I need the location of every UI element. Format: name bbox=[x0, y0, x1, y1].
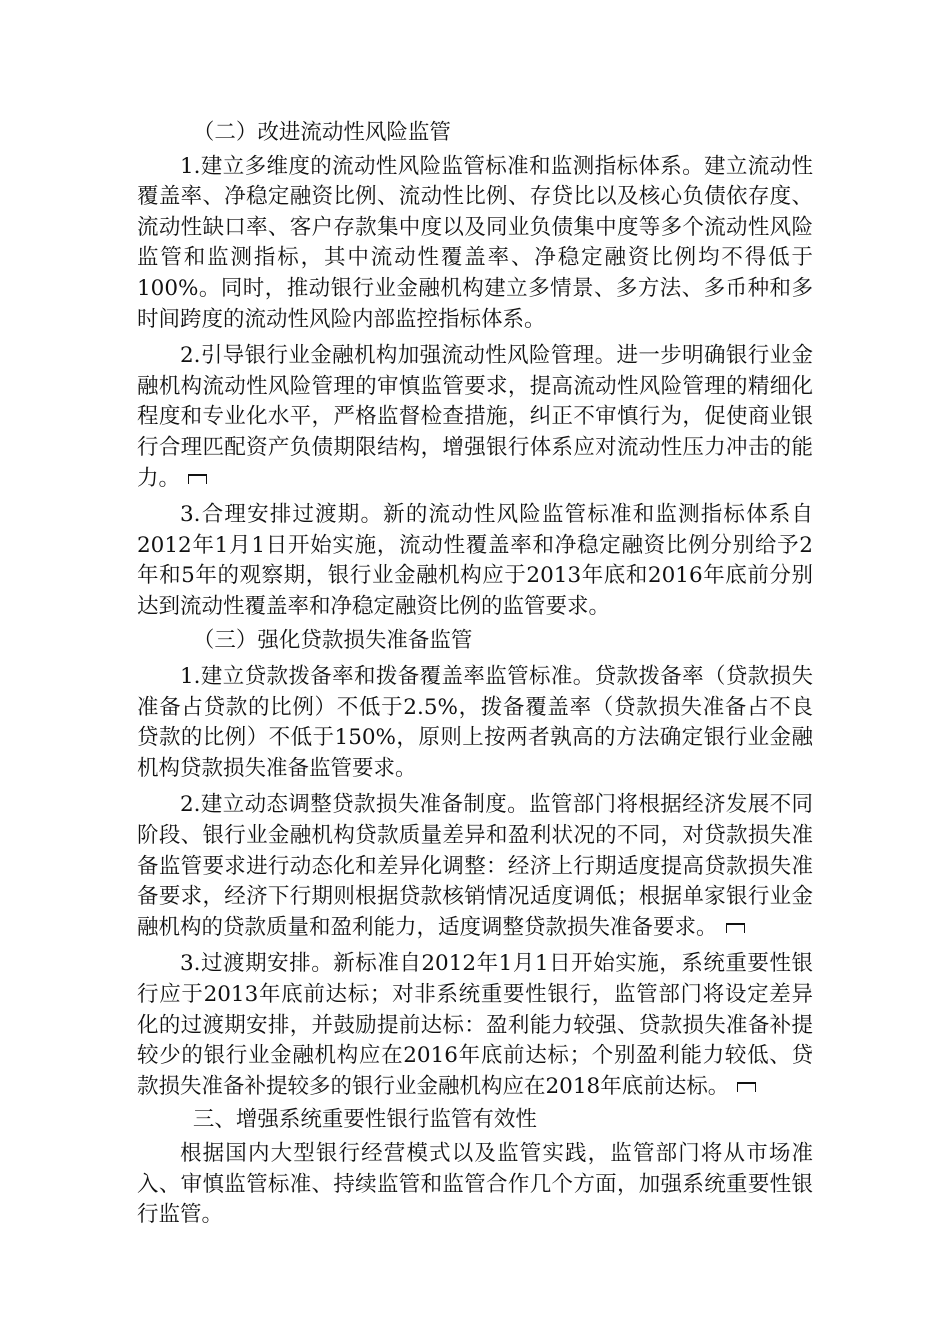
paragraph-loan-loss-3 bbox=[137, 949, 813, 1102]
paragraph-liquidity-3 bbox=[137, 500, 813, 622]
section-heading-sib: 三、增强系统重要性银行监管有效性 bbox=[192, 1107, 537, 1133]
revision-mark-icon bbox=[188, 474, 207, 484]
revision-mark-icon bbox=[737, 1082, 756, 1092]
paragraph-text: 2.引导银行业金融机构加强流动性风险管理。进一步明确银行业金融机构流动性风险管理的审慎监管要求，提高流动性风险管理的精细化程度和专业化水平，严格监督检查措施，纠正不审慎行为，促使商业银行合理匹配资产负债期限结构，增强银行体系应对流动性压力冲击的能力。 bbox=[137, 343, 813, 491]
paragraph-text: 1.建立贷款拨备率和拨备覆盖率监管标准。贷款拨备率（贷款损失准备占贷款的比例）不低于2.5%，拨备覆盖率（贷款损失准备占不良贷款的比例）不低于150%，原则上按两者孰高的方法确定银行业金融机构贷款损失准备监管要求。 bbox=[137, 664, 813, 781]
paragraph-text: 2.建立动态调整贷款损失准备制度。监管部门将根据经济发展不同阶段、银行业金融机构贷款质量差异和盈利状况的不同，对贷款损失准备监管要求进行动态化和差异化调整：经济上行期适度提高贷款损失准备要求，经济下行期则根据贷款核销情况适度调低；根据单家银行业金融机构的贷款质量和盈利能力，适度调整贷款损失准备要求。 bbox=[137, 792, 813, 940]
paragraph-loan-loss-1 bbox=[137, 662, 813, 784]
paragraph-text: 3.过渡期安排。新标准自2012年1月1日开始实施，系统重要性银行应于2013年底前达标；对非系统重要性银行，监管部门将设定差异化的过渡期安排，并鼓励提前达标：盈利能力较强、贷款损失准备补提较少的银行业金融机构应在2016年底前达标；个别盈利能力较低、贷款损失准备补提较多的银行业金融机构应在2018年底前达标。 bbox=[137, 951, 813, 1099]
document-page bbox=[137, 118, 813, 1231]
paragraph-sib-1 bbox=[137, 1139, 813, 1231]
paragraph-text: 3.合理安排过渡期。新的流动性风险监管标准和监测指标体系自2012年1月1日开始实施，流动性覆盖率和净稳定融资比例分别给予2年和5年的观察期，银行业金融机构应于2013年底和2016年底前分别达到流动性覆盖率和净稳定融资比例的监管要求。 bbox=[137, 502, 813, 619]
paragraph-text: 根据国内大型银行经营模式以及监管实践，监管部门将从市场准入、审慎监管标准、持续监管和监管合作几个方面，加强系统重要性银行监管。 bbox=[137, 1141, 813, 1228]
paragraph-liquidity-2 bbox=[137, 341, 813, 494]
paragraph-text: 1.建立多维度的流动性风险监管标准和监测指标体系。建立流动性覆盖率、净稳定融资比例、流动性比例、存贷比以及核心负债依存度、流动性缺口率、客户存款集中度以及同业负债集中度等多个流动性风险监管和监测指标，其中流动性覆盖率、净稳定融资比例均不得低于100%。同时，推动银行业金融机构建立多情景、多方法、多币种和多时间跨度的流动性风险内部监控指标体系。 bbox=[137, 153, 813, 332]
section-heading-liquidity: （二）改进流动性风险监管 bbox=[192, 120, 451, 145]
section-heading-loan-loss: （三）强化贷款损失准备监管 bbox=[192, 627, 473, 653]
paragraph-loan-loss-2 bbox=[137, 790, 813, 943]
revision-mark-icon bbox=[726, 923, 745, 933]
paragraph-liquidity-1 bbox=[137, 152, 813, 336]
